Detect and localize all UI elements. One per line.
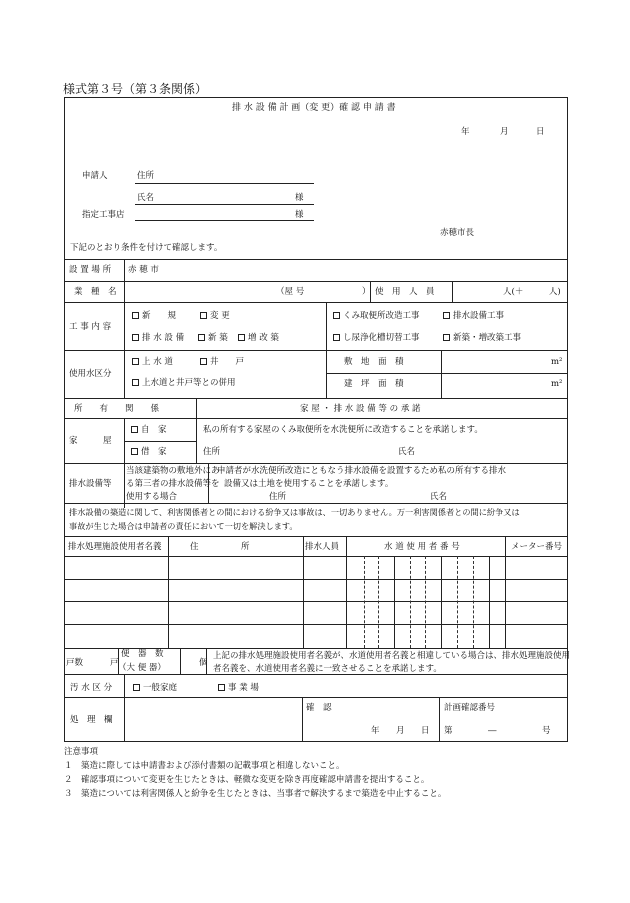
confirm-year: 年 [371, 726, 380, 736]
checkbox-icon [200, 358, 207, 365]
form-title: 排 水 設 備 計 画（変 更）確 認 申 請 書 [232, 103, 396, 113]
notes-title: 注意事項 [64, 747, 99, 757]
col-water-no: 水 道 使 用 者 番 号 [384, 542, 460, 552]
house-own-text: 私の所有する家屋のくみ取便所を水洗便所に改造することを承諾します。 [203, 425, 483, 435]
facility-text-1: 申請者が水洗便所改造にともなう排水設備を設置するため私の所有する排水 [217, 466, 507, 476]
work-septic[interactable]: し尿浄化槽切替工事 [333, 334, 420, 343]
notes-section [64, 745, 568, 801]
applicant-label: 申請人 [82, 171, 108, 181]
location-label: 設 置 場 所 [69, 265, 112, 275]
plan-no-go: 号 [542, 726, 551, 736]
processing-label: 処 理 欄 [70, 715, 113, 725]
site-area-label: 敷 地 面 積 [344, 357, 404, 367]
owner-label: 所 有 関 係 [74, 404, 160, 414]
preamble: 下記のとおり条件を付けて確認します。 [70, 243, 223, 253]
house-address-label: 住所 [203, 447, 221, 457]
households-unit: 戸 [110, 658, 119, 668]
work-drainage-work[interactable]: 排水設備工事 [443, 312, 504, 321]
facility-desc-1: 当該建築物の敷地外にあ [126, 466, 220, 476]
applicant-name-label: 氏名 [137, 193, 155, 203]
mayor: 赤穂市長 [440, 228, 475, 238]
checkbox-icon [218, 684, 225, 691]
checkbox-icon [131, 426, 138, 433]
facility-text-2: 設備又は土地を使用することを承諾します。 [224, 479, 394, 489]
sewage-label: 汚 水 区 分 [70, 683, 113, 693]
trade-name-label: （屋 号 [276, 287, 305, 297]
form-number: 様式第３号（第３条関係） [63, 82, 208, 96]
col-user-name: 排水処理施設使用者名義 [68, 542, 162, 552]
contractor-line[interactable] [135, 220, 314, 221]
trade-name-close: ） [362, 287, 371, 297]
toilet-count-sub: （大 便 器） [118, 663, 166, 673]
checkbox-icon [132, 379, 139, 386]
checkbox-icon [200, 312, 207, 319]
facility-desc-3: 使用する場合 [126, 492, 178, 502]
facility-address-label: 住所 [269, 492, 287, 502]
note-item: ２ 確認事項について変更を生じたときは、軽微な変更を除き再度確認申請書を提出すること。 [64, 775, 430, 785]
checkbox-icon [131, 448, 138, 455]
water-label: 使用水区分 [69, 369, 112, 379]
work-change[interactable]: 変 更 [200, 312, 230, 321]
house-label: 家 屋 [69, 436, 112, 446]
checkbox-icon [133, 684, 140, 691]
count-note-1: 上記の排水処理施設使用者名義が、水道使用者名義と相違している場合は、排水処理施設使用 [213, 651, 571, 661]
work-new[interactable]: 新 規 [132, 312, 176, 321]
households-label: 戸数 [66, 658, 84, 668]
date-year: 年 [461, 127, 470, 137]
facility-name-label: 氏名 [430, 492, 448, 502]
address-line[interactable] [135, 183, 314, 184]
checkbox-icon [443, 312, 450, 319]
house-rent[interactable]: 借 家 [131, 448, 167, 457]
toilet-unit: 個 [199, 658, 208, 668]
contractor-sama: 様 [295, 210, 304, 220]
plan-no-dash: ― [488, 726, 497, 736]
users-label: 使 用 人 員 [375, 287, 435, 297]
water-combined[interactable]: 上水道と井戸等との併用 [132, 379, 236, 388]
water-well[interactable]: 井 戸 [200, 358, 244, 367]
dispute-text-1: 排水設備の築造に関して、利害関係者との間における紛争又は事故は、一切ありません。万一利害関係者との間に紛争又は [69, 507, 520, 517]
col-persons: 排水人員 [305, 542, 340, 552]
confirm-day: 日 [421, 726, 430, 736]
date-month: 月 [500, 127, 509, 137]
confirm-month: 月 [396, 726, 405, 736]
checkbox-icon [132, 334, 139, 341]
applicant-address-label: 住所 [137, 171, 155, 181]
checkbox-icon [132, 358, 139, 365]
business-label: 業 種 名 [74, 287, 117, 297]
col-address: 住 所 [190, 542, 250, 552]
date-day: 日 [536, 127, 545, 137]
sewage-general[interactable]: 一般家庭 [133, 684, 177, 693]
floor-area-unit: m² [551, 379, 563, 389]
sewage-business[interactable]: 事 業 場 [218, 684, 259, 693]
facility-label: 排水設備等 [69, 479, 112, 489]
dispute-text-2: 事故が生じた場合は申請者の責任において一切を解決します。 [69, 521, 298, 531]
location-value[interactable]: 赤 穂 市 [128, 265, 159, 275]
work-drainage[interactable]: 排 水 設 備 [132, 334, 184, 343]
plan-no-dai: 第 [444, 726, 453, 736]
checkbox-icon [443, 334, 450, 341]
checkbox-icon [333, 334, 340, 341]
work-newbuild[interactable]: 新 築 [198, 334, 228, 343]
water-waterworks[interactable]: 上 水 道 [132, 358, 173, 367]
users-value[interactable]: 人(＋ 人) [503, 287, 561, 297]
work-label: 工 事 内 容 [69, 322, 112, 332]
checkbox-icon [132, 312, 139, 319]
floor-area-label: 建 坪 面 積 [344, 379, 404, 389]
applicant-sama: 様 [295, 193, 304, 203]
work-extension[interactable]: 増 改 築 [238, 334, 279, 343]
house-own[interactable]: 自 家 [131, 426, 167, 435]
note-item: １ 築造に際しては申請書および添付書類の記載事項と相違しないこと。 [64, 761, 345, 771]
toilet-count-label: 便 器 数 [121, 649, 164, 659]
note-item: ３ 築造については利害関係人と紛争を生じたときは、当事者で解決するまで築造を中止すること。 [64, 789, 447, 799]
plan-no-label: 計画確認番号 [444, 703, 496, 713]
contractor-label: 指定工事店 [82, 210, 125, 220]
checkbox-icon [198, 334, 205, 341]
checkbox-icon [333, 312, 340, 319]
facility-desc-2: る第三者の排水設備等を [126, 479, 220, 489]
work-kumitori[interactable]: くみ取便所改造工事 [333, 312, 420, 321]
consent-header: 家 屋 ・ 排 水 設 備 等 の 承 諾 [300, 404, 421, 414]
col-meter: メーター番号 [511, 542, 563, 552]
confirm-label: 確 認 [306, 703, 332, 713]
checkbox-icon [238, 334, 245, 341]
house-name-label: 氏名 [398, 447, 416, 457]
name-line[interactable] [135, 204, 314, 205]
count-note-2: 者名義を、水道使用者名義に一致させることを承諾します。 [213, 664, 442, 674]
site-area-unit: m² [551, 357, 563, 367]
work-newbuild-work[interactable]: 新築・増改築工事 [443, 334, 521, 343]
